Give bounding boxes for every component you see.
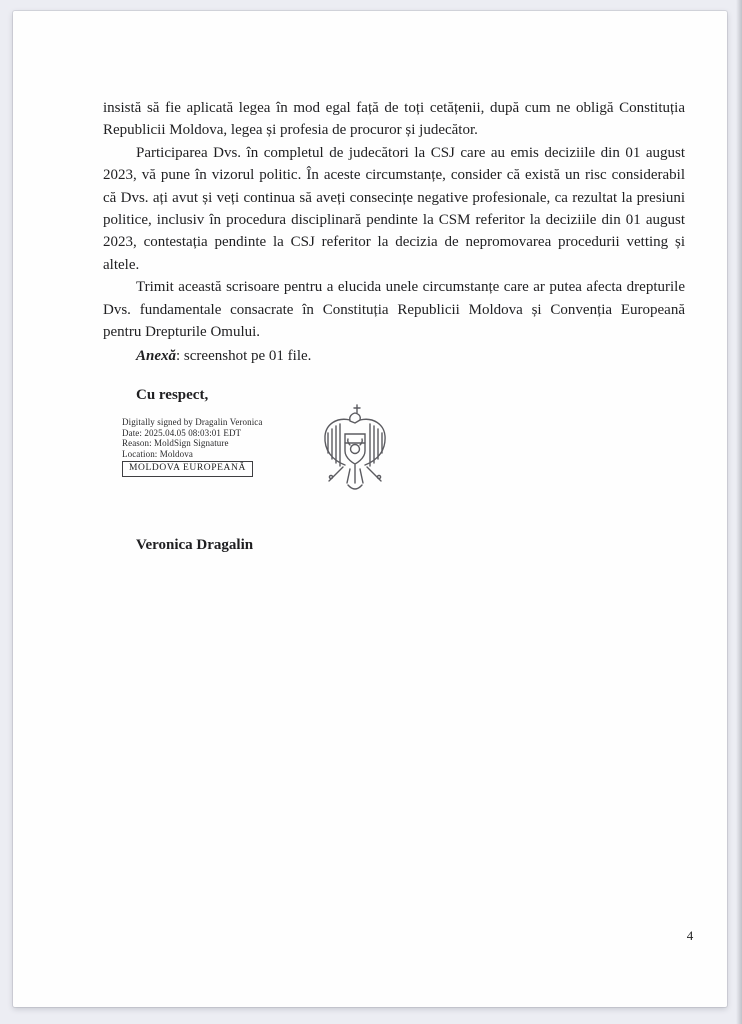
letter-line: 2023, contestația pendinte la CSJ referitor la decizia de nepromovarea procedurii vetting și — [103, 234, 685, 251]
letter-line: 2023, vă pune în vizorul politic. În aceste circumstanțe, consider că există un risc considerabil — [103, 167, 685, 184]
letter-line: că Dvs. ați avut și veți continua să aveți consecințe negative profesionale, ca rezultat la presiuni — [103, 189, 685, 206]
letter-line: politice, inclusiv în procedura disciplinară pendinte la CSM referitor la deciziile din 01 august — [103, 212, 685, 229]
letter-line: pentru Drepturile Omului. — [103, 324, 261, 341]
letter-content — [13, 11, 727, 556]
moldova-europeana-stamp: MOLDOVA EUROPEANĂ — [122, 461, 253, 477]
closing-salutation: Cu respect, — [136, 386, 209, 403]
digital-signature-details — [122, 417, 263, 477]
letter-line: insistă să fie aplicată legea în mod egal față de toți cetățenii, după cum ne obligă Constituția — [103, 100, 685, 116]
annex-text: : screenshot pe 01 file. — [176, 348, 312, 365]
letter-line: Participarea Dvs. în completul de judecători la CSJ care au emis deciziile din 01 august — [136, 144, 685, 161]
document-page — [13, 11, 727, 1007]
letter-body — [103, 97, 685, 343]
letter-line: Republicii Moldova, legea și profesia de procuror și judecător. — [103, 122, 478, 139]
letter-line: Dvs. fundamentale consacrate în Constituția Republicii Moldova și Convenția Europeană — [103, 301, 685, 318]
annex-line — [103, 345, 685, 367]
signature-line: Location: Moldova — [122, 448, 193, 459]
signer-name: Veronica Dragalin — [136, 536, 254, 553]
annex-label: Anexă — [136, 348, 177, 365]
signature-line: Reason: MoldSign Signature — [122, 438, 229, 449]
moldova-coat-of-arms-icon — [319, 403, 391, 502]
letter-line: Trimit această scrisoare pentru a elucida unele circumstanțe care ar putea afecta drepturile — [136, 279, 685, 296]
signature-line: Digitally signed by Dragalin Veronica — [122, 417, 263, 428]
signature-block — [122, 417, 685, 502]
signature-line: Date: 2025.04.05 08:03:01 EDT — [122, 427, 242, 438]
letter-line: altele. — [103, 256, 140, 273]
viewer-edge — [736, 0, 742, 1024]
page-number: 4 — [686, 928, 694, 943]
